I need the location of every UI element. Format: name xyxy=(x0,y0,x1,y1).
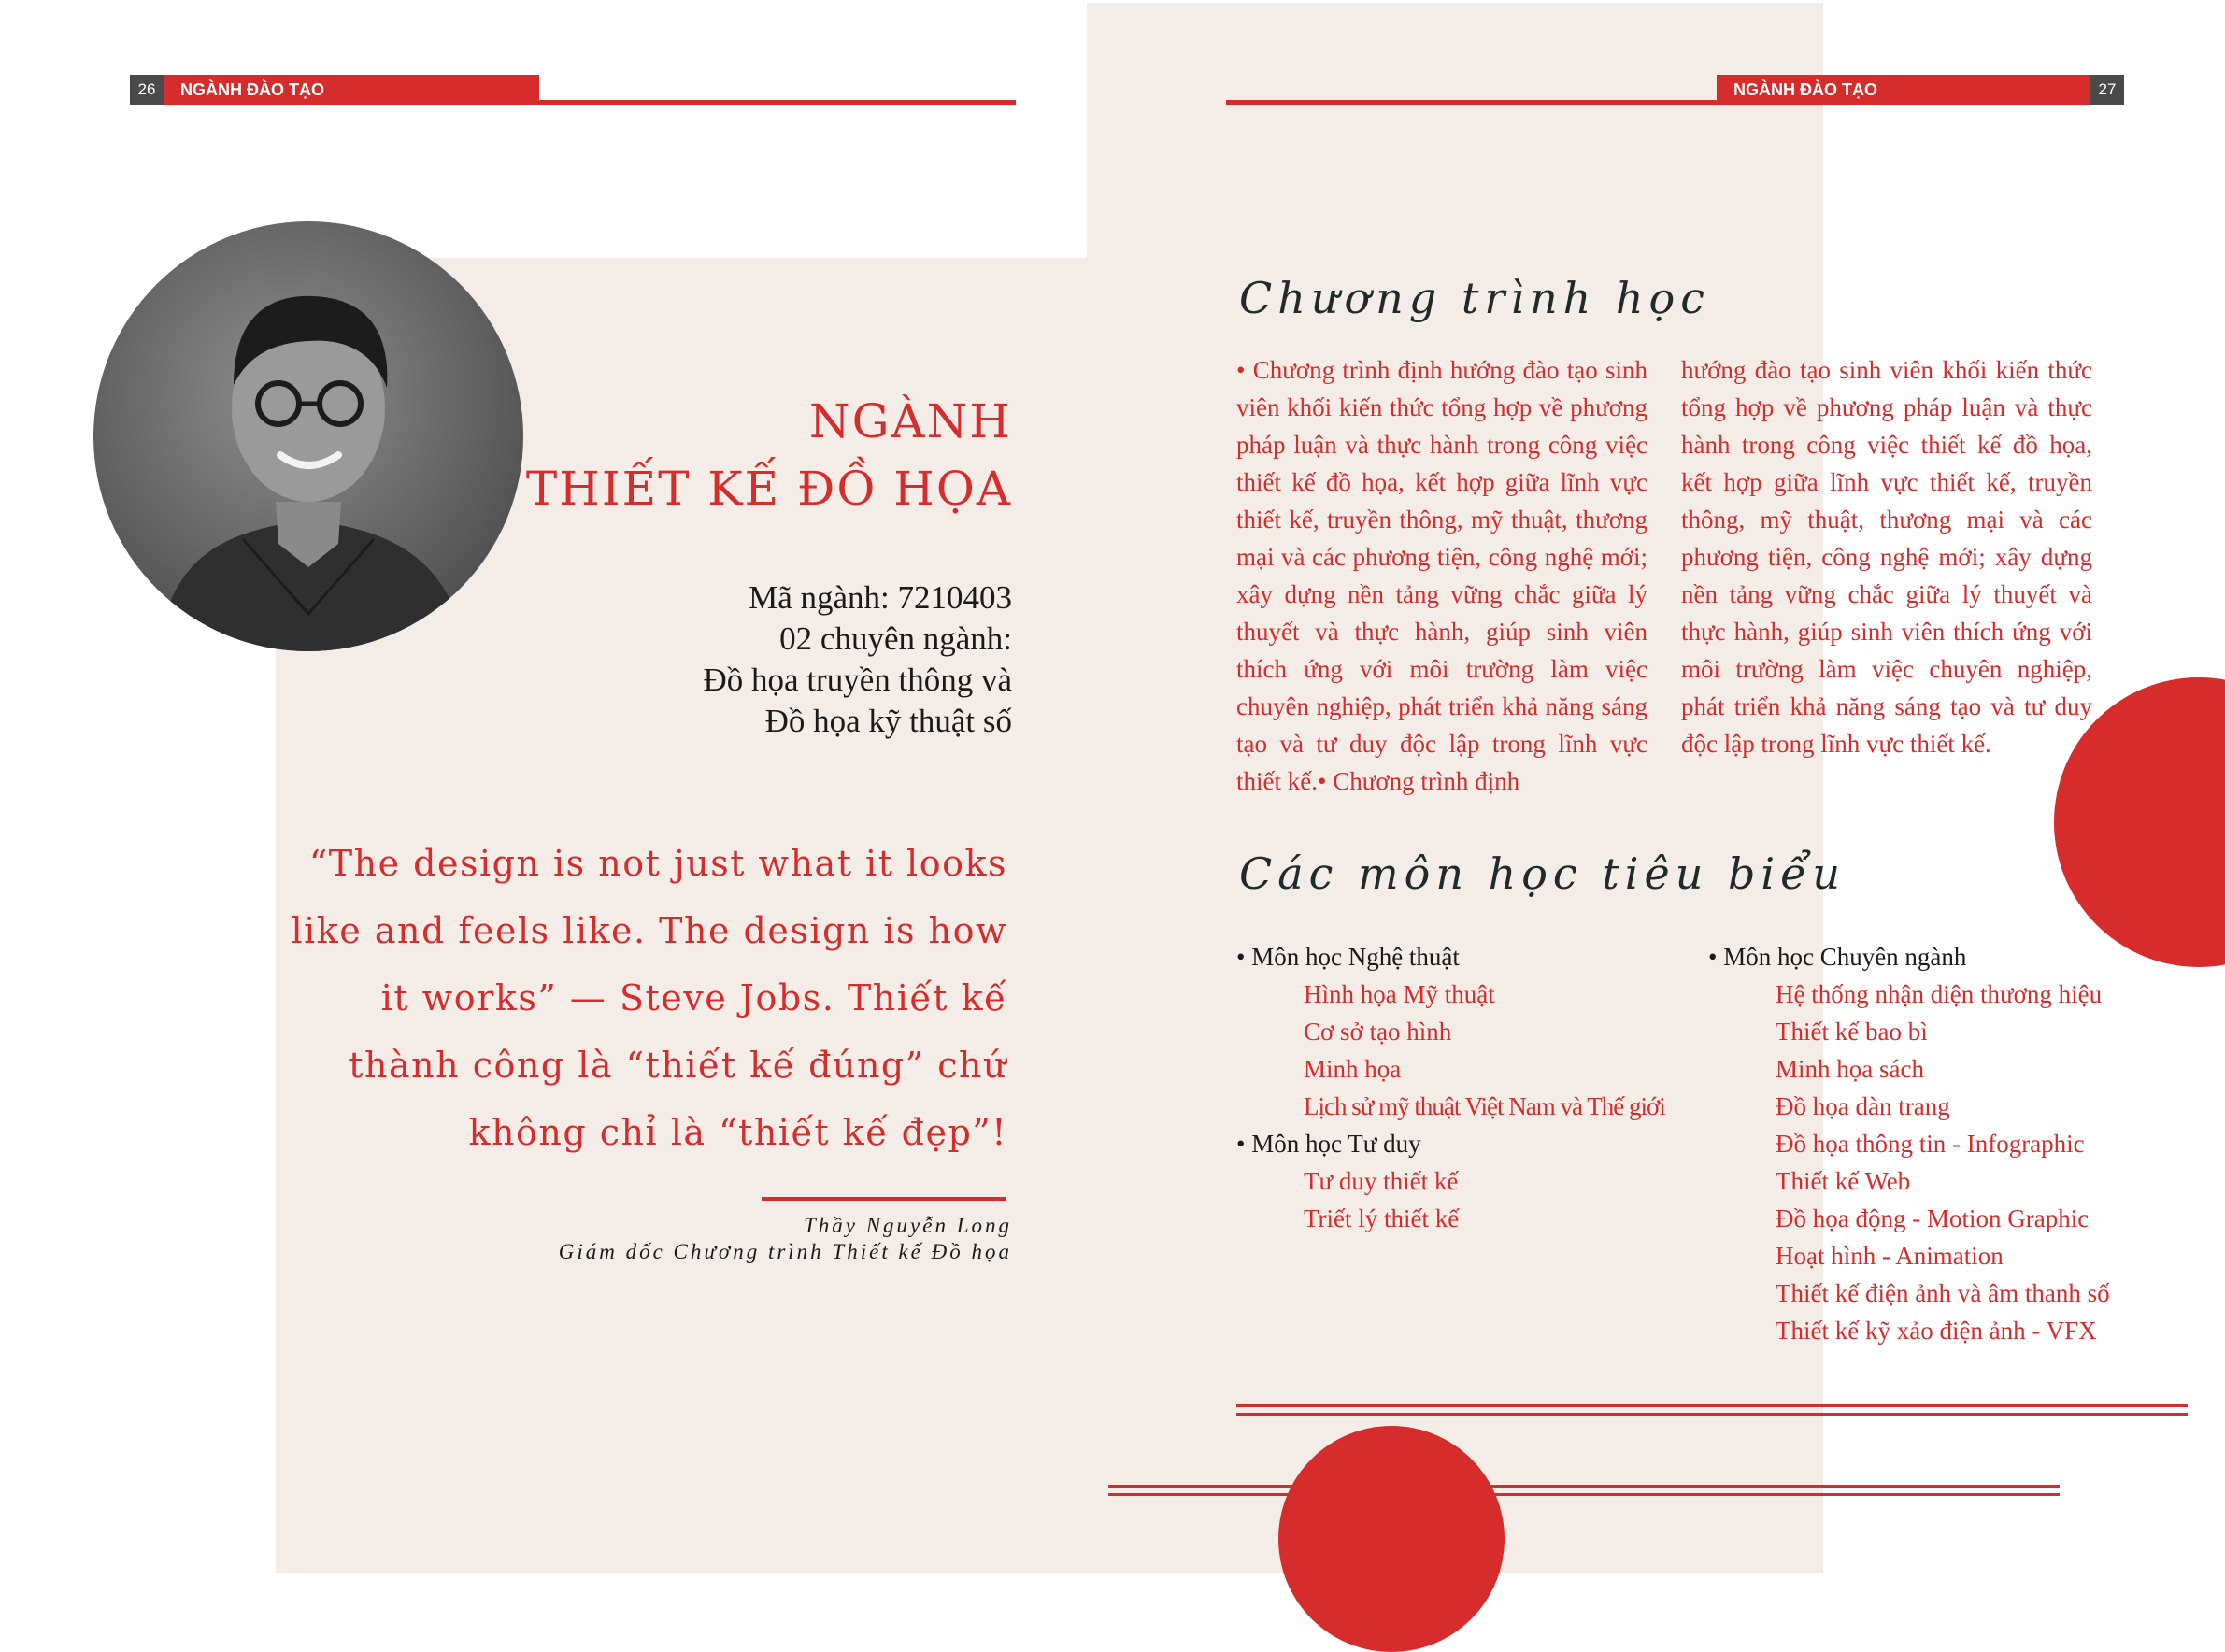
decorative-line xyxy=(1236,1413,2188,1416)
major-code: Mã ngành: 7210403 xyxy=(749,579,1012,616)
course-item: Triết lý thiết kế xyxy=(1304,1204,1460,1232)
portrait-photo xyxy=(93,221,523,651)
decorative-line xyxy=(1108,1493,2060,1496)
program-column-1 xyxy=(1236,351,1647,800)
major-title-line1: NGÀNH xyxy=(808,394,1012,449)
courses-left xyxy=(1236,938,1665,1237)
specialization-2: Đồ họa kỹ thuật số xyxy=(764,703,1012,739)
course-item: Thiết kế kỹ xảo điện ảnh - VFX xyxy=(1776,1317,2097,1345)
course-item: Đồ họa thông tin - Infographic xyxy=(1776,1130,2085,1158)
course-group-thinking: • Môn học Tư duy xyxy=(1236,1130,1421,1158)
quote-divider xyxy=(762,1197,1006,1201)
bullet-1: • xyxy=(1236,356,1246,384)
course-item: Thiết kế điện ảnh và âm thanh số xyxy=(1776,1279,2110,1307)
major-title-line2: THIẾT KẾ ĐỒ HỌA xyxy=(525,462,1012,516)
course-item: Thiết kế Web xyxy=(1776,1167,1911,1195)
course-item: Đồ họa dàn trang xyxy=(1776,1092,1950,1120)
course-item: Hệ thống nhận diện thương hiệu xyxy=(1776,980,2103,1008)
major-title xyxy=(526,388,1012,522)
course-item: Hoạt hình - Animation xyxy=(1776,1242,2004,1270)
course-item: Thiết kế bao bì xyxy=(1776,1018,1928,1046)
courses-right xyxy=(1708,938,2110,1349)
header-label-left: NGÀNH ĐÀO TẠO xyxy=(164,75,539,105)
course-item: Tư duy thiết kế xyxy=(1304,1167,1459,1195)
program-text-1: Chương trình định hướng đào tạo sinh viên khối kiến thức tổng hợp về phương pháp luận và thực hành trong công việc thiết kế đồ họa, kết hợp giữa lĩnh vực thiết kế, truyền thông, mỹ thuật, thương mại và các phương tiện, công nghệ mới; xây dựng nền tảng vững chắc giữa lý thuyết và thực hành, giúp sinh viên thích ứng với môi trường làm việc chuyên nghiệp, phát triển khả năng sáng tạo và tư duy độc lập trong lĩnh vực thiết kế. xyxy=(1236,356,1647,795)
quote-text: “The design is not just what it looks like and feels like. The design is how it works” — Steve Jobs. Thiết kế thành công là “thiết kế đúng” chứ không chỉ là “thiết kế đẹp”! xyxy=(291,843,1007,1153)
course-item: Hình họa Mỹ thuật xyxy=(1304,980,1495,1008)
decorative-line xyxy=(1236,1404,2188,1407)
page-number-left: 26 xyxy=(130,75,164,105)
author-name: Thầy Nguyễn Long xyxy=(803,1214,1012,1237)
header-label-right: NGÀNH ĐÀO TẠO xyxy=(1717,75,2094,105)
page-number-right: 27 xyxy=(2090,75,2124,105)
course-group-major: • Môn học Chuyên ngành xyxy=(1708,943,1967,971)
course-group-art: • Môn học Nghệ thuật xyxy=(1236,943,1460,971)
author-role: Giám đốc Chương trình Thiết kế Đồ họa xyxy=(558,1240,1012,1263)
major-info xyxy=(704,577,1012,742)
program-heading: Chương trình học xyxy=(1239,273,1710,323)
course-item: Minh họa sách xyxy=(1776,1055,1924,1083)
specialization-1: Đồ họa truyền thông và xyxy=(703,662,1012,698)
quote-author xyxy=(559,1213,1012,1265)
course-item: Đồ họa động - Motion Graphic xyxy=(1776,1204,2090,1232)
bullet-2: • xyxy=(1317,767,1327,795)
courses-heading: Các môn học tiêu biểu xyxy=(1239,848,1847,899)
course-item: Cơ sở tạo hình xyxy=(1304,1018,1452,1046)
decorative-circle-bottom xyxy=(1278,1426,1505,1652)
person-illustration xyxy=(93,221,523,651)
course-item: Lịch sử mỹ thuật Việt Nam và Thế giới xyxy=(1304,1092,1665,1120)
header-rule-right xyxy=(1226,100,1717,105)
header-rule-left xyxy=(539,100,1016,105)
program-column-2: hướng đào tạo sinh viên khối kiến thức tổng hợp về phương pháp luận và thực hành trong công việc thiết kế đồ họa, kết hợp giữa lĩnh vực thiết kế, truyền thông, mỹ thuật, thương mại và các phương tiện, công nghệ mới; xây dựng nền tảng vững chắc giữa lý thuyết và thực hành, giúp sinh viên thích ứng với môi trường làm việc chuyên nghiệp, phát triển khả năng sáng tạo và tư duy độc lập trong lĩnh vực thiết kế. xyxy=(1681,356,2092,758)
decorative-line xyxy=(1108,1485,2060,1488)
course-item: Minh họa xyxy=(1304,1055,1402,1083)
program-text-1-tail: Chương trình định xyxy=(1333,767,1520,795)
specialization-count: 02 chuyên ngành: xyxy=(779,620,1012,657)
